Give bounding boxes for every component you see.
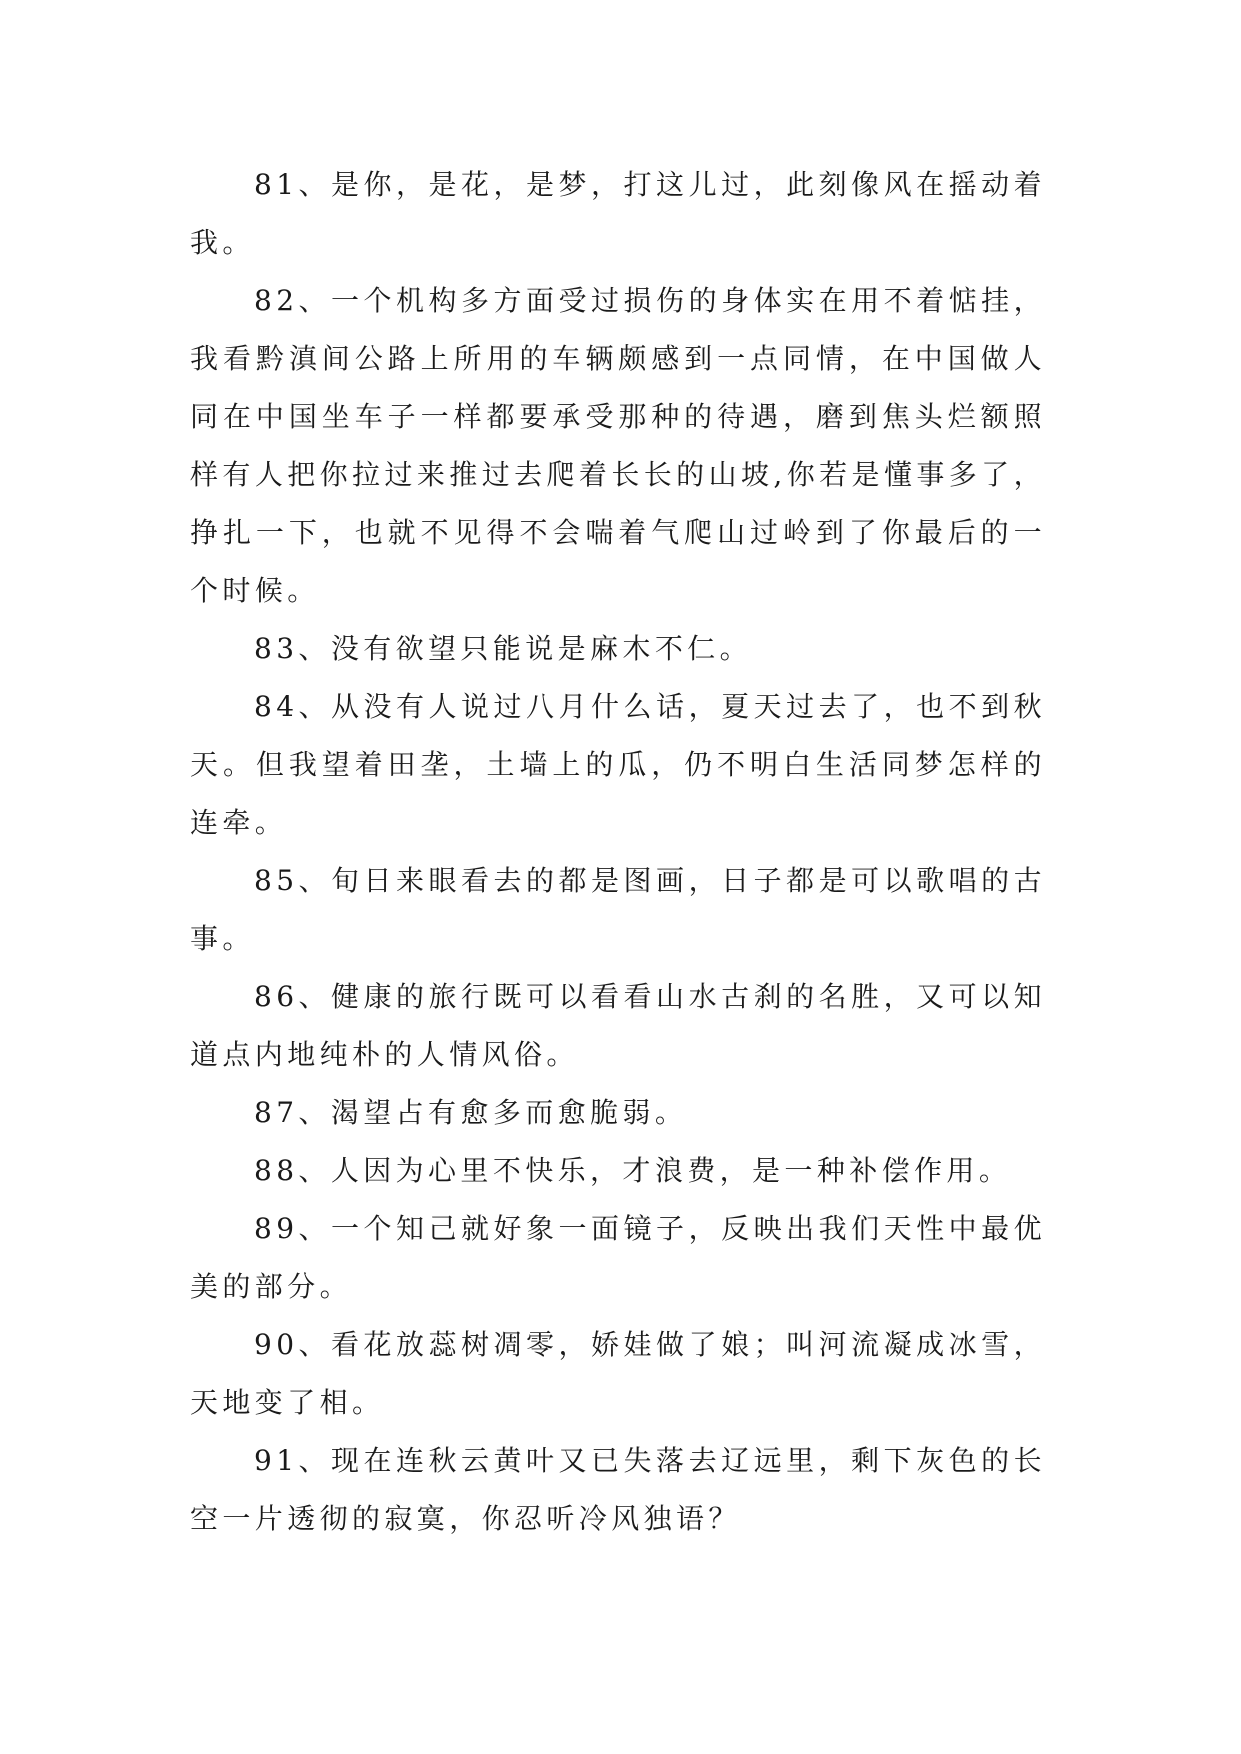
document-body (190, 156, 1046, 1548)
quote-paragraph-88: 88、人因为心里不快乐，才浪费，是一种补偿作用。 (254, 1154, 1012, 1187)
quote-paragraph-87: 87、渴望占有愈多而愈脆弱。 (254, 1096, 688, 1129)
quote-paragraph-86: 86、健康的旅行既可以看看山水古刹的名胜，又可以知道点内地纯朴的人情风俗。 (190, 980, 1046, 1071)
quote-paragraph-89: 89、一个知己就好象一面镜子，反映出我们天性中最优美的部分。 (190, 1212, 1046, 1303)
quote-paragraph-84: 84、从没有人说过八月什么话，夏天过去了，也不到秋天。但我望着田垄，土墙上的瓜，仍不明白生活同梦怎样的连牵。 (190, 690, 1046, 839)
quote-paragraph-83: 83、没有欲望只能说是麻木不仁。 (254, 632, 753, 665)
quote-paragraph-90: 90、看花放蕊树凋零，娇娃做了娘；叫河流凝成冰雪，天地变了相。 (190, 1328, 1046, 1419)
quote-paragraph-82: 82、一个机构多方面受过损伤的身体实在用不着惦挂，我看黔滇间公路上所用的车辆颇感到一点同情，在中国做人同在中国坐车子一样都要承受那种的待遇，磨到焦头烂额照样有人把你拉过来推过去爬着长长的山坡,你若是懂事多了，挣扎一下，也就不见得不会喘着气爬山过岭到了你最后的一个时候。 (190, 284, 1046, 607)
quote-paragraph-81: 81、是你，是花，是梦，打这儿过，此刻像风在摇动着我。 (190, 168, 1046, 259)
quote-paragraph-91: 91、现在连秋云黄叶又已失落去辽远里，剩下灰色的长空一片透彻的寂寞，你忍听冷风独语？ (190, 1444, 1046, 1535)
quote-paragraph-85: 85、旬日来眼看去的都是图画，日子都是可以歌唱的古事。 (190, 864, 1046, 955)
